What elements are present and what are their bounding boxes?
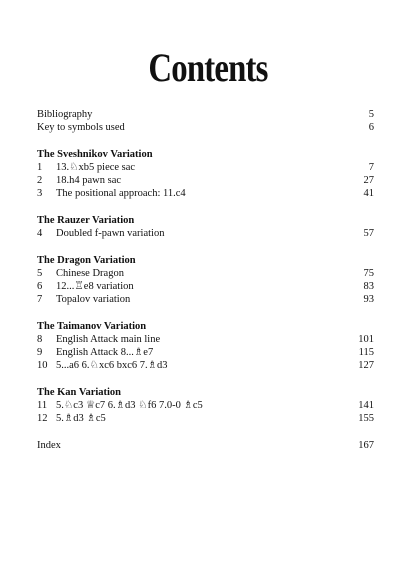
chapter-page: 57 xyxy=(363,228,374,239)
chapter-label: Topalov variation xyxy=(56,294,131,305)
chapter-label: The positional approach: 11.c4 xyxy=(56,188,186,199)
section-heading-dragon: The Dragon Variation xyxy=(37,255,136,266)
chapter-page: 27 xyxy=(363,175,374,186)
toc-entry-label: Bibliography xyxy=(37,109,93,120)
chapter-page: 127 xyxy=(358,360,374,371)
spacer xyxy=(37,425,374,439)
toc-entry-key-to-symbols[interactable] xyxy=(37,121,374,134)
chapter-label: Chinese Dragon xyxy=(56,268,124,279)
toc-chapter-3[interactable] xyxy=(37,187,374,200)
chapter-number: 9 xyxy=(37,347,43,358)
chapter-number: 7 xyxy=(37,294,43,305)
chapter-label: Doubled f-pawn variation xyxy=(56,228,165,239)
chapter-label: English Attack 8...♗e7 xyxy=(56,347,154,358)
toc-chapter-11[interactable] xyxy=(37,399,374,412)
chapter-number: 5 xyxy=(37,268,43,279)
table-of-contents xyxy=(37,108,374,452)
chapter-page: 155 xyxy=(358,413,374,424)
chapter-number: 3 xyxy=(37,188,43,199)
toc-chapter-6[interactable] xyxy=(37,280,374,293)
chapter-label: 5.♘c3 ♕c7 6.♗d3 ♘f6 7.0-0 ♗c5 xyxy=(56,400,203,411)
chapter-label: 13.♘xb5 piece sac xyxy=(56,162,136,173)
toc-entry-label: Index xyxy=(37,440,61,451)
chapter-number: 2 xyxy=(37,175,43,186)
toc-chapter-8[interactable] xyxy=(37,333,374,346)
chapter-number: 4 xyxy=(37,228,43,239)
toc-entry-index[interactable] xyxy=(37,439,374,452)
chapter-page: 93 xyxy=(363,294,374,305)
toc-chapter-12[interactable] xyxy=(37,412,374,425)
toc-chapter-2[interactable] xyxy=(37,174,374,187)
toc-entry-bibliography[interactable] xyxy=(37,108,374,121)
toc-chapter-9[interactable] xyxy=(37,346,374,359)
toc-chapter-4[interactable] xyxy=(37,227,374,240)
chapter-label: 5.♗d3 ♗c5 xyxy=(56,413,106,424)
chapter-label: 18.h4 pawn sac xyxy=(56,175,122,186)
chapter-page: 101 xyxy=(358,334,374,345)
chapter-number: 11 xyxy=(37,400,48,411)
toc-entry-page: 6 xyxy=(368,122,374,133)
toc-chapter-5[interactable] xyxy=(37,267,374,280)
page-title: Contents xyxy=(148,45,268,90)
chapter-number: 8 xyxy=(37,334,43,345)
chapter-label: 5...a6 6.♘xc6 bxc6 7.♗d3 xyxy=(56,360,168,371)
chapter-number: 12 xyxy=(37,413,48,424)
chapter-page: 83 xyxy=(363,281,374,292)
chapter-page: 141 xyxy=(358,400,374,411)
chapter-page: 115 xyxy=(358,347,374,358)
toc-chapter-1[interactable] xyxy=(37,161,374,174)
chapter-page: 7 xyxy=(368,162,374,173)
toc-entry-label: Key to symbols used xyxy=(37,122,125,133)
toc-chapter-10[interactable] xyxy=(37,359,374,372)
toc-entry-page: 5 xyxy=(368,109,374,120)
chapter-number: 6 xyxy=(37,281,43,292)
chapter-page: 41 xyxy=(363,188,374,199)
toc-entry-page: 167 xyxy=(358,440,374,451)
toc-chapter-7[interactable] xyxy=(37,293,374,306)
chapter-label: English Attack main line xyxy=(56,334,161,345)
section-heading-rauzer: The Rauzer Variation xyxy=(37,215,135,226)
section-heading-taimanov: The Taimanov Variation xyxy=(37,321,147,332)
section-heading-kan: The Kan Variation xyxy=(37,387,122,398)
chapter-label: 12...♖e8 variation xyxy=(56,281,134,292)
section-heading-sveshnikov: The Sveshnikov Variation xyxy=(37,149,153,160)
chapter-number: 1 xyxy=(37,162,43,173)
chapter-number: 10 xyxy=(37,360,48,371)
chapter-page: 75 xyxy=(363,268,374,279)
